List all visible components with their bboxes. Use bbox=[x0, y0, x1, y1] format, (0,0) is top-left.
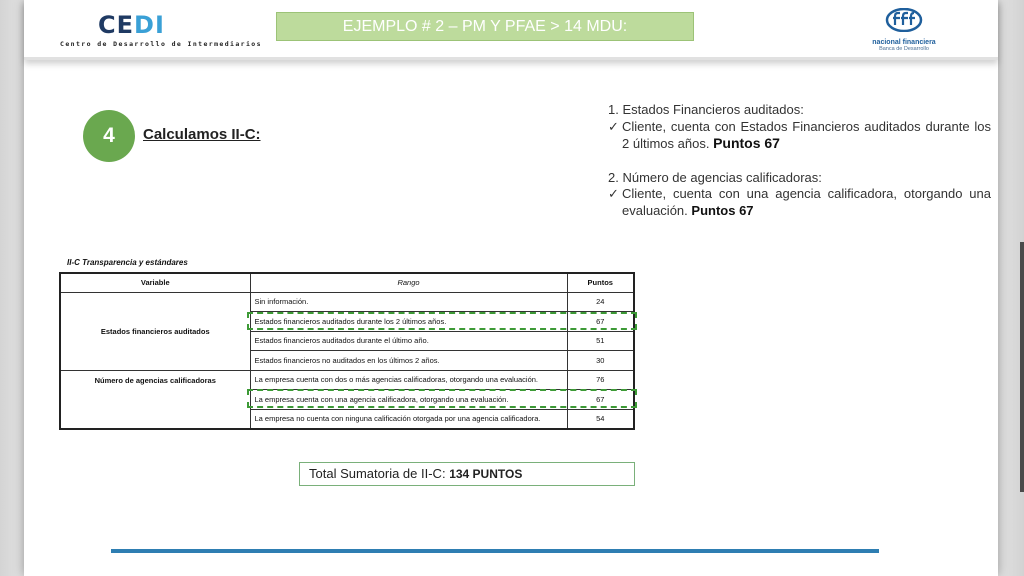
table-title: II-C Transparencia y estándares bbox=[67, 258, 188, 267]
puntos-cell: 76 bbox=[567, 370, 634, 390]
puntos-cell: 54 bbox=[567, 409, 634, 429]
header-puntos: Puntos bbox=[567, 273, 634, 292]
score-table-wrapper bbox=[59, 272, 635, 428]
header-rango: Rango bbox=[250, 273, 567, 292]
cedi-logo-subtitle: Centro de Desarrollo de Intermediarios bbox=[60, 40, 262, 48]
cedi-logo bbox=[60, 12, 262, 48]
step-number-badge: 4 bbox=[83, 110, 135, 162]
checkmark-icon: ✓ bbox=[608, 186, 619, 201]
score-table bbox=[59, 272, 635, 430]
note-item-2 bbox=[608, 170, 991, 220]
cedi-logo-text: CEDI bbox=[98, 11, 165, 39]
rango-cell: La empresa cuenta con dos o más agencias calificadoras, otorgando una evaluación. bbox=[250, 370, 567, 390]
rango-cell: Estados financieros auditados durante los 2 últimos años. bbox=[250, 312, 567, 332]
header bbox=[24, 0, 998, 60]
note-item-2-points: Puntos 67 bbox=[691, 202, 754, 218]
variable-cell: Número de agencias calificadoras bbox=[60, 370, 250, 429]
right-edge-bar bbox=[1020, 242, 1024, 492]
variable-cell: Estados financieros auditados bbox=[60, 292, 250, 370]
nafin-logo bbox=[858, 8, 950, 52]
total-label: Total Sumatoria de II-C: bbox=[309, 466, 446, 481]
note-item-1-points: Puntos 67 bbox=[713, 135, 780, 151]
nafin-subtitle: Banca de Desarrollo bbox=[879, 46, 929, 52]
puntos-cell: 30 bbox=[567, 351, 634, 371]
header-variable: Variable bbox=[60, 273, 250, 292]
note-item-2-text: Cliente, cuenta con una agencia calificadora, otorgando una evaluación. bbox=[622, 186, 991, 218]
rango-cell: Estados financieros no auditados en los últimos 2 años. bbox=[250, 351, 567, 371]
puntos-cell: 67 bbox=[567, 390, 634, 410]
note-item-1-title: 1. Estados Financieros auditados: bbox=[608, 102, 804, 117]
rango-cell: Sin información. bbox=[250, 292, 567, 312]
slide bbox=[24, 0, 998, 576]
table-header-row bbox=[60, 273, 634, 292]
note-item-2-detail bbox=[608, 186, 991, 219]
rango-cell: La empresa no cuenta con ninguna calificación otorgada por una agencia calificadora. bbox=[250, 409, 567, 429]
nafin-emblem-icon bbox=[885, 8, 923, 32]
puntos-cell: 67 bbox=[567, 312, 634, 332]
note-item-1-text: Cliente, cuenta con Estados Financieros auditados durante los 2 últimos años. bbox=[622, 118, 991, 151]
slide-title: EJEMPLO # 2 – PM Y PFAE > 14 MDU: bbox=[276, 12, 694, 41]
note-item-2-title: 2. Número de agencias calificadoras: bbox=[608, 169, 822, 185]
footer-divider bbox=[111, 549, 879, 553]
total-value: 134 PUNTOS bbox=[449, 467, 523, 481]
rango-cell: La empresa cuenta con una agencia calificadora, otorgando una evaluación. bbox=[250, 390, 567, 410]
step-label: Calculamos II-C: bbox=[143, 126, 261, 143]
puntos-cell: 51 bbox=[567, 331, 634, 351]
total-summary-box bbox=[299, 462, 635, 486]
table-row bbox=[60, 292, 634, 312]
checkmark-icon: ✓ bbox=[608, 118, 619, 134]
nafin-name: nacional financiera bbox=[872, 39, 936, 46]
table-row bbox=[60, 370, 634, 390]
rango-cell: Estados financieros auditados durante el último año. bbox=[250, 331, 567, 351]
puntos-cell: 24 bbox=[567, 292, 634, 312]
notes-panel bbox=[608, 102, 991, 236]
note-item-1-detail bbox=[608, 119, 991, 153]
note-item-1 bbox=[608, 102, 991, 153]
